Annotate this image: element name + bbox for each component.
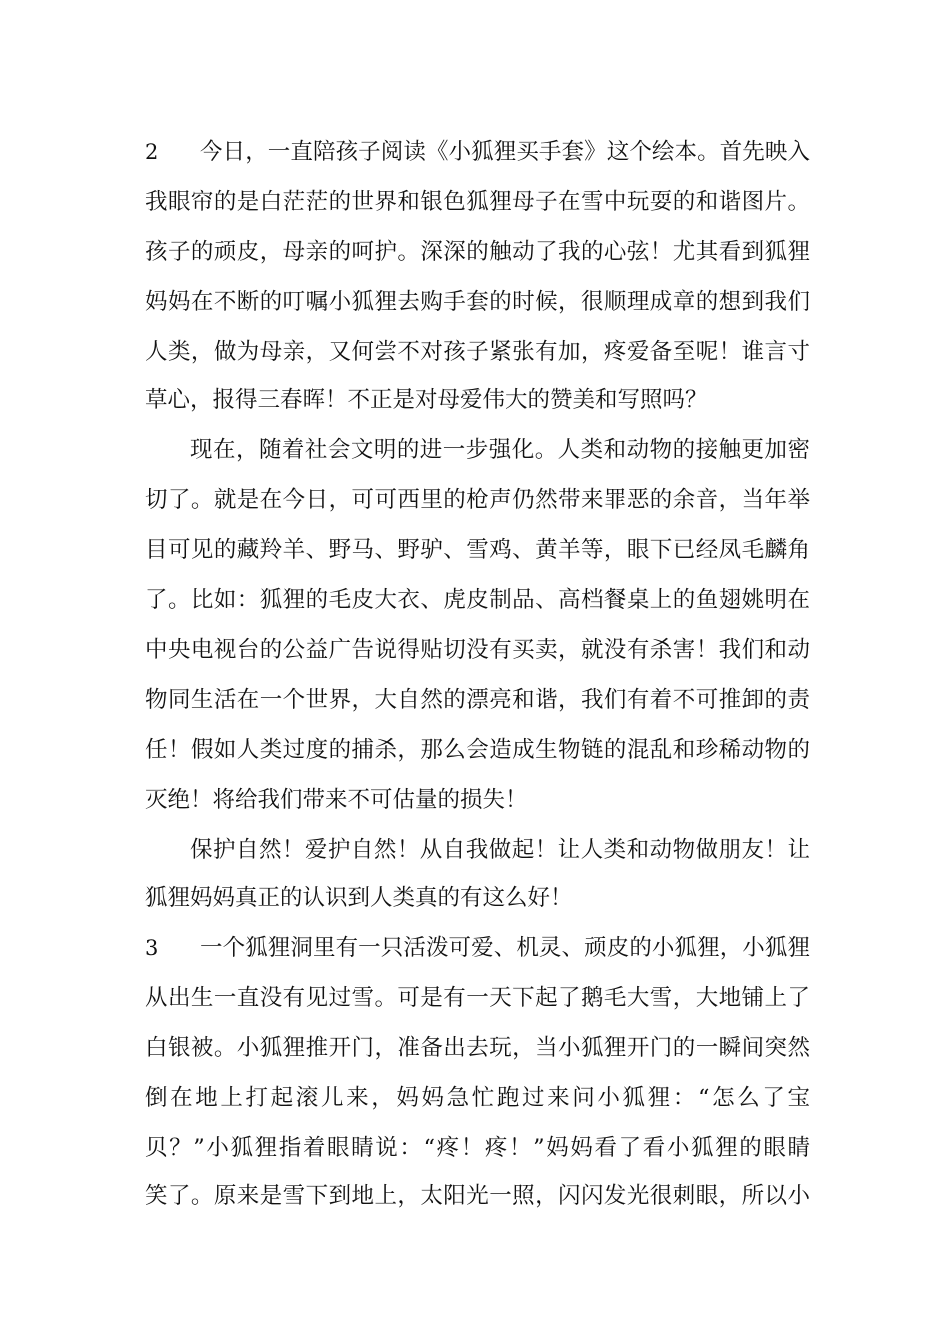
text-line: 笑了。原来是雪下到地上，太阳光一照，闪闪发光很刺眼，所以小 — [145, 1183, 810, 1209]
text-line: 贝？”小狐狸指着眼睛说：“疼！疼！”妈妈看了看小狐狸的眼睛 — [145, 1135, 810, 1161]
text-line: 切了。就是在今日，可可西里的枪声仍然带来罪恶的余音，当年举 — [145, 487, 810, 513]
text-line: 孩子的顽皮，母亲的呵护。深深的触动了我的心弦！尤其看到狐狸 — [145, 239, 810, 265]
text-line: 人类，做为母亲，又何尝不对孩子紧张有加，疼爱备至呢！谁言寸 — [145, 339, 810, 365]
text-line: 倒在地上打起滚儿来，妈妈急忙跑过来问小狐狸：“怎么了宝 — [145, 1085, 810, 1111]
section-number-2: 2 — [145, 140, 159, 164]
text-line: 现在，随着社会文明的进一步强化。人类和动物的接触更加密 — [190, 437, 810, 463]
text-line: 目可见的藏羚羊、野马、野驴、雪鸡、黄羊等，眼下已经凤毛麟角 — [145, 537, 810, 563]
text-line: 灭绝！将给我们带来不可估量的损失！ — [145, 787, 528, 813]
section-number-3: 3 — [145, 936, 159, 960]
text-line: 狐狸妈妈真正的认识到人类真的有这么好！ — [145, 885, 573, 911]
text-line: 任！假如人类过度的捕杀，那么会造成生物链的混乱和珍稀动物的 — [145, 737, 810, 763]
text-line: 我眼帘的是白茫茫的世界和银色狐狸母子在雪中玩耍的和谐图片。 — [145, 189, 810, 215]
text-line: 白银被。小狐狸推开门，准备出去玩，当小狐狸开门的一瞬间突然 — [145, 1035, 810, 1061]
text-line: 中央电视台的公益广告说得贴切没有买卖，就没有杀害！我们和动 — [145, 637, 810, 663]
text-line: 从出生一直没有见过雪。可是有一天下起了鹅毛大雪，大地铺上了 — [145, 985, 810, 1011]
text-line: 物同生活在一个世界，大自然的漂亮和谐，我们有着不可推卸的责 — [145, 687, 810, 713]
text-line: 妈妈在不断的叮嘱小狐狸去购手套的时候，很顺理成章的想到我们 — [145, 289, 810, 315]
text-line: 一个狐狸洞里有一只活泼可爱、机灵、顽皮的小狐狸，小狐狸 — [200, 935, 810, 961]
text-line: 草心，报得三春晖！不正是对母爱伟大的赞美和写照吗？ — [145, 387, 708, 413]
text-line: 今日，一直陪孩子阅读《小狐狸买手套》这个绘本。首先映入 — [200, 139, 810, 165]
text-line: 保护自然！爱护自然！从自我做起！让人类和动物做朋友！让 — [190, 837, 810, 863]
text-line: 了。比如：狐狸的毛皮大衣、虎皮制品、高档餐桌上的鱼翅姚明在 — [145, 587, 810, 613]
